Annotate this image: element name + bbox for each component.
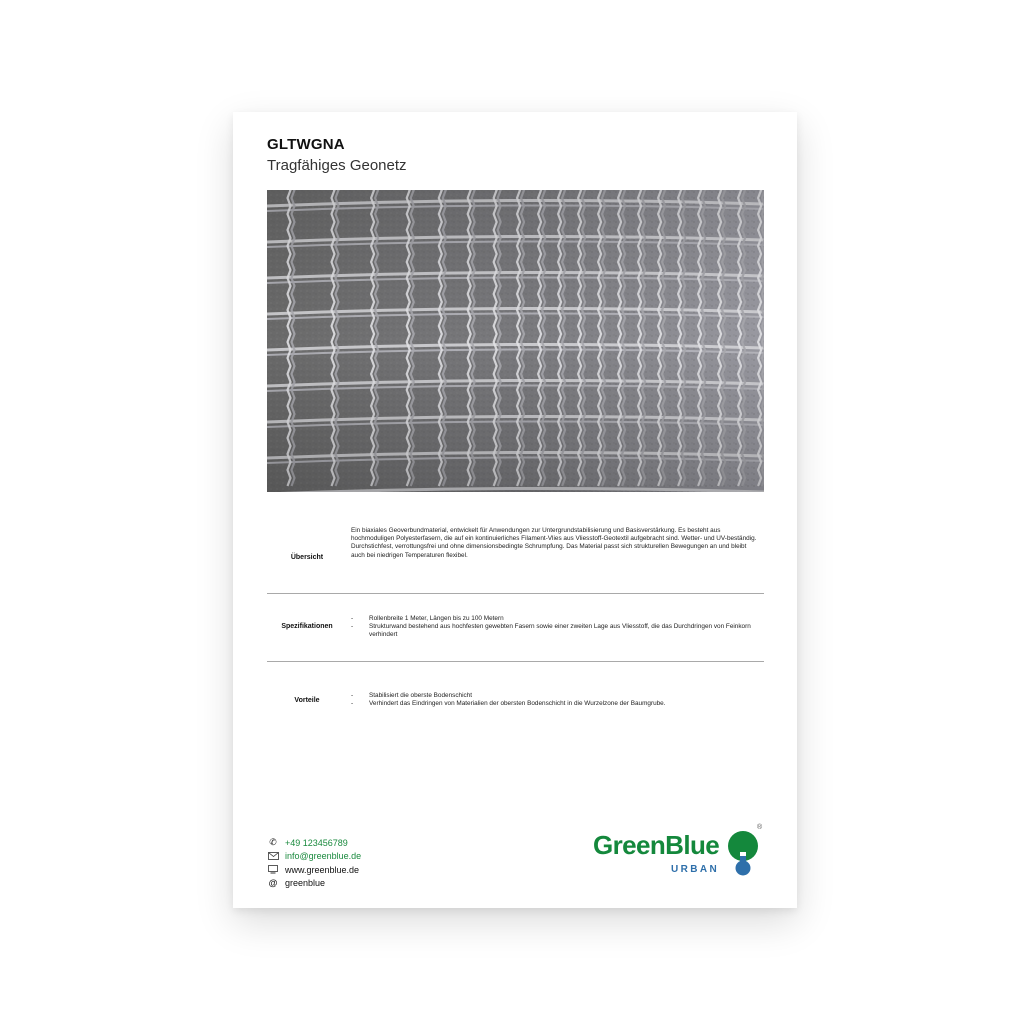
- website-link[interactable]: www.greenblue.de: [285, 864, 360, 875]
- overview-text: Ein biaxiales Geoverbundmaterial, entwickelt für Anwendungen zur Untergrundstabilisierung und Basisverstärkung. Es besteht aus hochmoduligen Polyesterfasern, die auf ein kontinuierliches Filament-Vlies aus Vliesstoff-Geotextil aufgebracht sind. Wetter- und UV-beständig. Durchstichfest, verrottungsfrei und ohne dimensionsbedingte Schrumpfung. Das Material passt sich strukturellen Bewegungen an und bleibt auch bei niedrigen Temperaturen flexibel.: [351, 527, 757, 559]
- phone-icon: ✆: [269, 837, 277, 848]
- at-icon: @: [268, 878, 278, 889]
- contact-block: [267, 836, 361, 890]
- email-link[interactable]: info@greenblue.de: [285, 851, 362, 862]
- tree-logo-icon: [728, 826, 768, 886]
- geogrid-photo: [267, 190, 764, 492]
- specs-list: [351, 615, 761, 640]
- monitor-icon: [267, 865, 279, 875]
- specs-section: [267, 615, 764, 655]
- product-subtitle: Tragfähiges Geonetz: [267, 157, 407, 174]
- greenblue-logo: [593, 826, 768, 886]
- contact-web: [267, 863, 361, 877]
- overview-section: [267, 527, 764, 587]
- logo-wordmark: GreenBlue: [593, 830, 720, 860]
- overview-label: Übersicht: [290, 554, 324, 561]
- phone-number[interactable]: +49 123456789: [285, 837, 348, 848]
- logo-subtitle: URBAN: [671, 864, 720, 875]
- benefits-list: [351, 692, 761, 708]
- benefits-item: - Verhindert das Eindringen von Materialien der obersten Bodenschicht in die Wurzelzone der Baumgrube.: [351, 700, 761, 708]
- benefits-label: Vorteile: [294, 697, 320, 704]
- benefits-section: [267, 692, 764, 722]
- specs-label: Spezifikationen: [281, 623, 333, 630]
- datasheet-page: [233, 112, 797, 908]
- contact-phone: [267, 836, 361, 850]
- contact-email: [267, 850, 361, 864]
- specs-item: - Rollenbreite 1 Meter, Längen bis zu 100 Metern: [351, 615, 761, 623]
- mail-icon: [267, 851, 279, 861]
- social-handle[interactable]: greenblue: [285, 878, 326, 889]
- specs-item: - Strukturwand bestehend aus hochfesten gewebten Fasern sowie einer zweiten Lage aus Vliesstoff, die das Durchdringen von Feinkorn verhindert: [351, 623, 761, 639]
- benefits-item: - Stabilisiert die oberste Bodenschicht: [351, 692, 761, 700]
- product-code: GLTWGNA: [267, 136, 345, 153]
- section-divider: [267, 661, 764, 662]
- registered-mark: ®: [757, 824, 763, 831]
- contact-social: [267, 877, 361, 891]
- product-photo: [267, 190, 764, 492]
- section-divider: [267, 593, 764, 594]
